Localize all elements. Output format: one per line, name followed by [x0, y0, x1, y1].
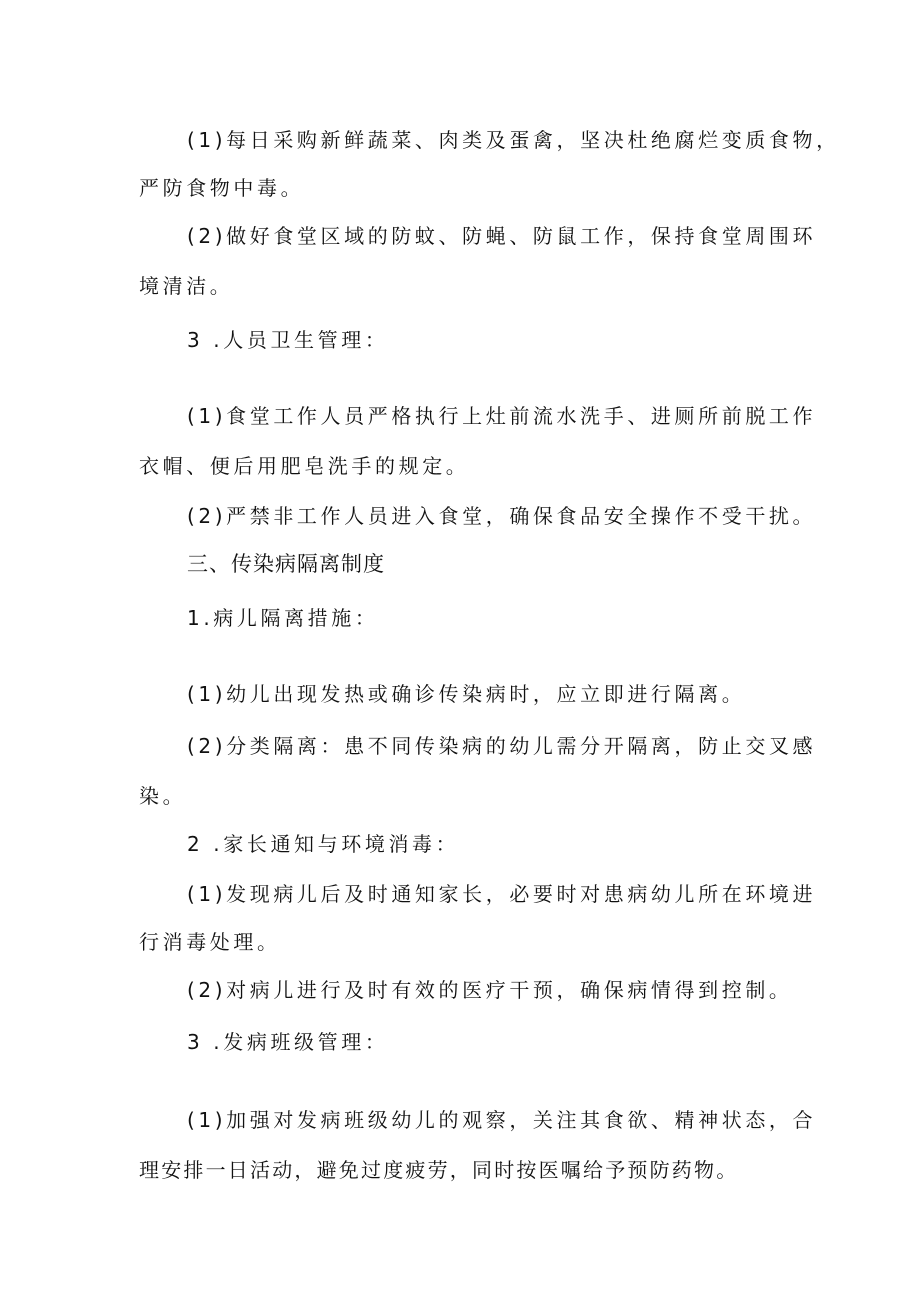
paragraph-line: 严防食物中毒。: [139, 176, 305, 200]
paragraph-line: (1)加强对发病班级幼儿的观察，关注其食欲、精神状态，合: [187, 1108, 817, 1132]
paragraph-line: (1)幼儿出现发热或确诊传染病时，应立即进行隔离。: [187, 682, 746, 706]
paragraph-line: (2)分类隔离：患不同传染病的幼儿需分开隔离，防止交叉感: [187, 734, 817, 758]
paragraph-line: (1)发现病儿后及时通知家长，必要时对患病幼儿所在环境进: [187, 882, 817, 906]
section-subheading: 1.病儿隔离措施：: [187, 606, 379, 630]
paragraph-line: 染。: [139, 784, 187, 808]
paragraph-line: (2)严禁非工作人员进入食堂，确保食品安全操作不受干扰。: [187, 504, 817, 528]
section-subheading: 3 .发病班级管理：: [187, 1030, 389, 1054]
paragraph-line: (2)做好食堂区域的防蚊、防蝇、防鼠工作，保持食堂周围环: [187, 224, 817, 248]
paragraph-line: 理安排一日活动，避免过度疲劳，同时按医嘱给予预防药物。: [139, 1158, 739, 1182]
paragraph-line: (1)食堂工作人员严格执行上灶前流水洗手、进厕所前脱工作: [187, 404, 817, 428]
paragraph-line: 境清洁。: [139, 274, 234, 298]
paragraph-line: 行消毒处理。: [139, 930, 281, 954]
paragraph-line: (1)每日采购新鲜蔬菜、肉类及蛋禽，坚决杜绝腐烂变质食物，: [187, 128, 840, 152]
section-subheading: 2 .家长通知与环境消毒：: [187, 832, 460, 856]
paragraph-line: (2)对病儿进行及时有效的医疗干预，确保病情得到控制。: [187, 978, 793, 1002]
section-subheading: 3 .人员卫生管理：: [187, 328, 389, 352]
paragraph-line: 衣帽、便后用肥皂洗手的规定。: [139, 454, 470, 478]
section-heading: 三、传染病隔离制度: [187, 552, 385, 576]
